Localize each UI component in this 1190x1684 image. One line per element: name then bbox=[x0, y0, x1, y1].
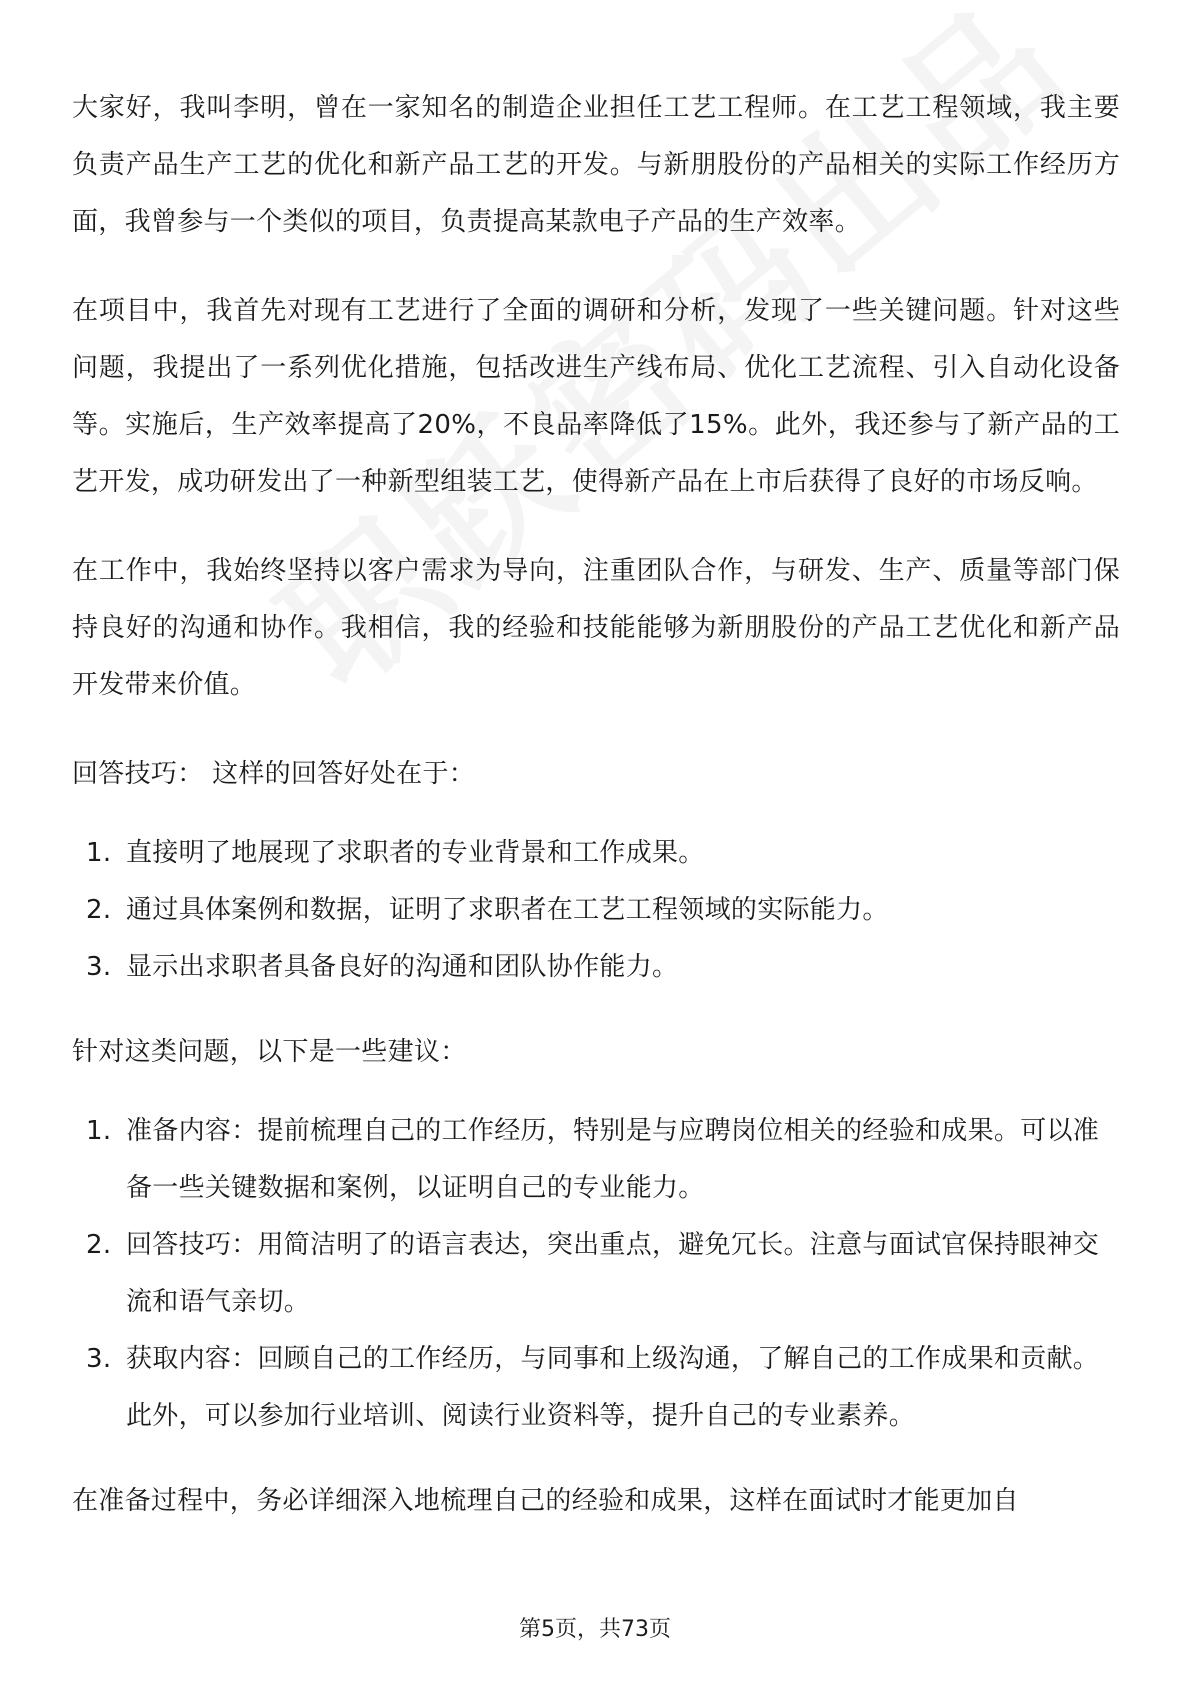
list-item bbox=[72, 882, 1120, 939]
list-item-text: 准备内容：提前梳理自己的工作经历，特别是与应聘岗位相关的经验和成果。可以准备一些关键数据和案例，以证明自己的专业能力。 bbox=[126, 1116, 1100, 1203]
list-number: 1. bbox=[86, 838, 112, 868]
list-item bbox=[72, 939, 1120, 996]
list-number: 3. bbox=[86, 1344, 112, 1374]
tips-heading: 回答技巧： 这样的回答好处在于： bbox=[72, 759, 476, 789]
list-number: 2. bbox=[86, 895, 112, 925]
list-number: 3. bbox=[86, 952, 112, 982]
list-item-text: 显示出求职者具备良好的沟通和团队协作能力。 bbox=[126, 952, 679, 982]
paragraph-teamwork: 在工作中，我始终坚持以客户需求为导向，注重团队合作，与研发、生产、质量等部门保持良好的沟通和协作。我相信，我的经验和技能能够为新朋股份的产品工艺优化和新产品开发带来价值。 bbox=[72, 556, 1120, 700]
suggest-list bbox=[72, 1103, 1120, 1445]
document-body bbox=[72, 80, 1120, 1562]
suggest-heading: 针对这类问题，以下是一些建议： bbox=[72, 1037, 467, 1067]
list-item bbox=[72, 1103, 1120, 1217]
list-item-text: 直接明了地展现了求职者的专业背景和工作成果。 bbox=[126, 838, 705, 868]
list-number: 2. bbox=[86, 1230, 112, 1260]
list-item bbox=[72, 1331, 1120, 1445]
list-item bbox=[72, 1217, 1120, 1331]
paragraph-project: 在项目中，我首先对现有工艺进行了全面的调研和分析，发现了一些关键问题。针对这些问题，我提出了一系列优化措施，包括改进生产线布局、优化工艺流程、引入自动化设备等。实施后，生产效率提高了20%，不良品率降低了15%。此外，我还参与了新产品的工艺开发，成功研发出了一种新型组装工艺，使得新产品在上市后获得了良好的市场反响。 bbox=[72, 296, 1120, 497]
tips-list bbox=[72, 825, 1120, 996]
list-number: 1. bbox=[86, 1116, 112, 1146]
list-item-text: 回答技巧：用简洁明了的语言表达，突出重点，避免冗长。注意与面试官保持眼神交流和语气亲切。 bbox=[126, 1230, 1100, 1317]
page-number: 第5页，共73页 bbox=[519, 1617, 671, 1642]
paragraph-closing: 在准备过程中，务必详细深入地梳理自己的经验和成果，这样在面试时才能更加自 bbox=[72, 1486, 1019, 1516]
paragraph-intro: 大家好，我叫李明，曾在一家知名的制造企业担任工艺工程师。在工艺工程领域，我主要负责产品生产工艺的优化和新产品工艺的开发。与新朋股份的产品相关的实际工作经历方面，我曾参与一个类似的项目，负责提高某款电子产品的生产效率。 bbox=[72, 93, 1120, 237]
list-item-text: 通过具体案例和数据，证明了求职者在工艺工程领域的实际能力。 bbox=[126, 895, 889, 925]
list-item-text: 获取内容：回顾自己的工作经历，与同事和上级沟通，了解自己的工作成果和贡献。此外，可以参加行业培训、阅读行业资料等，提升自己的专业素养。 bbox=[126, 1344, 1100, 1431]
list-item bbox=[72, 825, 1120, 882]
